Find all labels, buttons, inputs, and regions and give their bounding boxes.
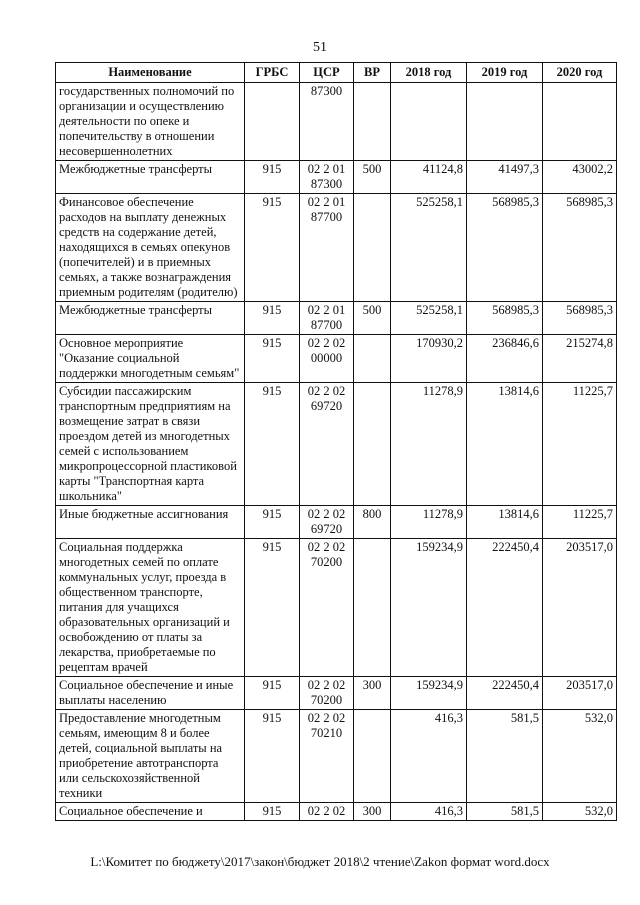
cell-2019: 222450,4 <box>467 539 543 677</box>
cell-vr <box>354 710 391 803</box>
table-row <box>56 383 617 506</box>
cell-csr: 02 2 01 87700 <box>300 194 354 302</box>
cell-grbs: 915 <box>245 803 300 821</box>
cell-csr: 02 2 01 87700 <box>300 302 354 335</box>
cell-2019: 568985,3 <box>467 302 543 335</box>
header-2019: 2019 год <box>467 63 543 83</box>
budget-table <box>55 62 617 821</box>
cell-csr: 02 2 02 <box>300 803 354 821</box>
cell-vr: 800 <box>354 506 391 539</box>
cell-csr: 02 2 02 70210 <box>300 710 354 803</box>
header-vr: ВР <box>354 63 391 83</box>
cell-2019: 568985,3 <box>467 194 543 302</box>
cell-2020: 11225,7 <box>543 383 617 506</box>
table-row <box>56 161 617 194</box>
cell-2018: 159234,9 <box>391 539 467 677</box>
cell-vr: 300 <box>354 677 391 710</box>
table-row <box>56 539 617 677</box>
cell-2018: 416,3 <box>391 803 467 821</box>
cell-2020: 568985,3 <box>543 194 617 302</box>
cell-2020: 532,0 <box>543 803 617 821</box>
cell-grbs: 915 <box>245 710 300 803</box>
table-row <box>56 803 617 821</box>
cell-grbs <box>245 83 300 161</box>
cell-csr: 02 2 01 87300 <box>300 161 354 194</box>
cell-grbs: 915 <box>245 335 300 383</box>
header-2020: 2020 год <box>543 63 617 83</box>
cell-csr: 02 2 02 70200 <box>300 539 354 677</box>
cell-vr <box>354 335 391 383</box>
cell-name: Иные бюджетные ассигнования <box>56 506 245 539</box>
cell-grbs: 915 <box>245 539 300 677</box>
cell-vr: 500 <box>354 161 391 194</box>
cell-name: Социальное обеспечение и <box>56 803 245 821</box>
cell-2020: 215274,8 <box>543 335 617 383</box>
table-row <box>56 194 617 302</box>
cell-2019: 41497,3 <box>467 161 543 194</box>
cell-name: Межбюджетные трансферты <box>56 161 245 194</box>
cell-csr: 02 2 02 00000 <box>300 335 354 383</box>
table-row <box>56 710 617 803</box>
cell-vr <box>354 83 391 161</box>
cell-2019: 222450,4 <box>467 677 543 710</box>
footer-file-path: L:\Комитет по бюджету\2017\закон\бюджет 2018\2 чтение\Zakon формат word.docx <box>90 854 550 869</box>
cell-grbs: 915 <box>245 161 300 194</box>
cell-grbs: 915 <box>245 194 300 302</box>
cell-csr: 02 2 02 69720 <box>300 383 354 506</box>
cell-csr: 87300 <box>300 83 354 161</box>
cell-vr <box>354 194 391 302</box>
header-grbs: ГРБС <box>245 63 300 83</box>
cell-name: Основное мероприятие "Оказание социальной поддержки многодетным семьям" <box>56 335 245 383</box>
cell-2018: 11278,9 <box>391 383 467 506</box>
cell-2019 <box>467 83 543 161</box>
cell-vr: 500 <box>354 302 391 335</box>
cell-name: Субсидии пассажирским транспортным предприятиям на возмещение затрат в связи проездом детей из многодетных семей с использованием микропроцессорной пластиковой карты "Транспортная карта школьника" <box>56 383 245 506</box>
cell-2018 <box>391 83 467 161</box>
cell-vr <box>354 383 391 506</box>
cell-grbs: 915 <box>245 677 300 710</box>
table-row <box>56 302 617 335</box>
cell-2018: 41124,8 <box>391 161 467 194</box>
cell-2019: 13814,6 <box>467 383 543 506</box>
cell-vr: 300 <box>354 803 391 821</box>
cell-2018: 416,3 <box>391 710 467 803</box>
cell-2019: 581,5 <box>467 710 543 803</box>
cell-grbs: 915 <box>245 302 300 335</box>
header-2018: 2018 год <box>391 63 467 83</box>
table-row <box>56 83 617 161</box>
table-header-row <box>56 63 617 83</box>
cell-2020 <box>543 83 617 161</box>
cell-csr: 02 2 02 70200 <box>300 677 354 710</box>
cell-2020: 568985,3 <box>543 302 617 335</box>
cell-name: Предоставление многодетным семьям, имеющим 8 и более детей, социальной выплаты на приобретение автотранспорта или сельскохозяйственной техники <box>56 710 245 803</box>
page-number: 51 <box>313 40 327 55</box>
cell-2020: 203517,0 <box>543 539 617 677</box>
cell-2018: 170930,2 <box>391 335 467 383</box>
cell-vr <box>354 539 391 677</box>
cell-grbs: 915 <box>245 383 300 506</box>
cell-2020: 203517,0 <box>543 677 617 710</box>
table-row <box>56 335 617 383</box>
table-row <box>56 506 617 539</box>
cell-2018: 525258,1 <box>391 302 467 335</box>
cell-2018: 159234,9 <box>391 677 467 710</box>
cell-2020: 11225,7 <box>543 506 617 539</box>
cell-2018: 525258,1 <box>391 194 467 302</box>
cell-grbs: 915 <box>245 506 300 539</box>
header-name: Наименование <box>56 63 245 83</box>
cell-2019: 13814,6 <box>467 506 543 539</box>
cell-2020: 43002,2 <box>543 161 617 194</box>
header-csr: ЦСР <box>300 63 354 83</box>
table-row <box>56 677 617 710</box>
cell-2019: 581,5 <box>467 803 543 821</box>
cell-2020: 532,0 <box>543 710 617 803</box>
cell-name: Социальное обеспечение и иные выплаты населению <box>56 677 245 710</box>
cell-name: Социальная поддержка многодетных семей по оплате коммунальных услуг, проезда в общественном транспорте, питания для учащихся образовательных организаций и освобождению от платы за лекарства, приобретаемые по рецептам врачей <box>56 539 245 677</box>
cell-name: Межбюджетные трансферты <box>56 302 245 335</box>
cell-csr: 02 2 02 69720 <box>300 506 354 539</box>
cell-name: Финансовое обеспечение расходов на выплату денежных средств на содержание детей, находящихся в семьях опекунов (попечителей) и в приемных семьях, а также вознаграждения приемным родителям (родителю) <box>56 194 245 302</box>
cell-2018: 11278,9 <box>391 506 467 539</box>
cell-2019: 236846,6 <box>467 335 543 383</box>
cell-name: государственных полномочий по организации и осуществлению деятельности по опеке и попечительству в отношении несовершеннолетних <box>56 83 245 161</box>
